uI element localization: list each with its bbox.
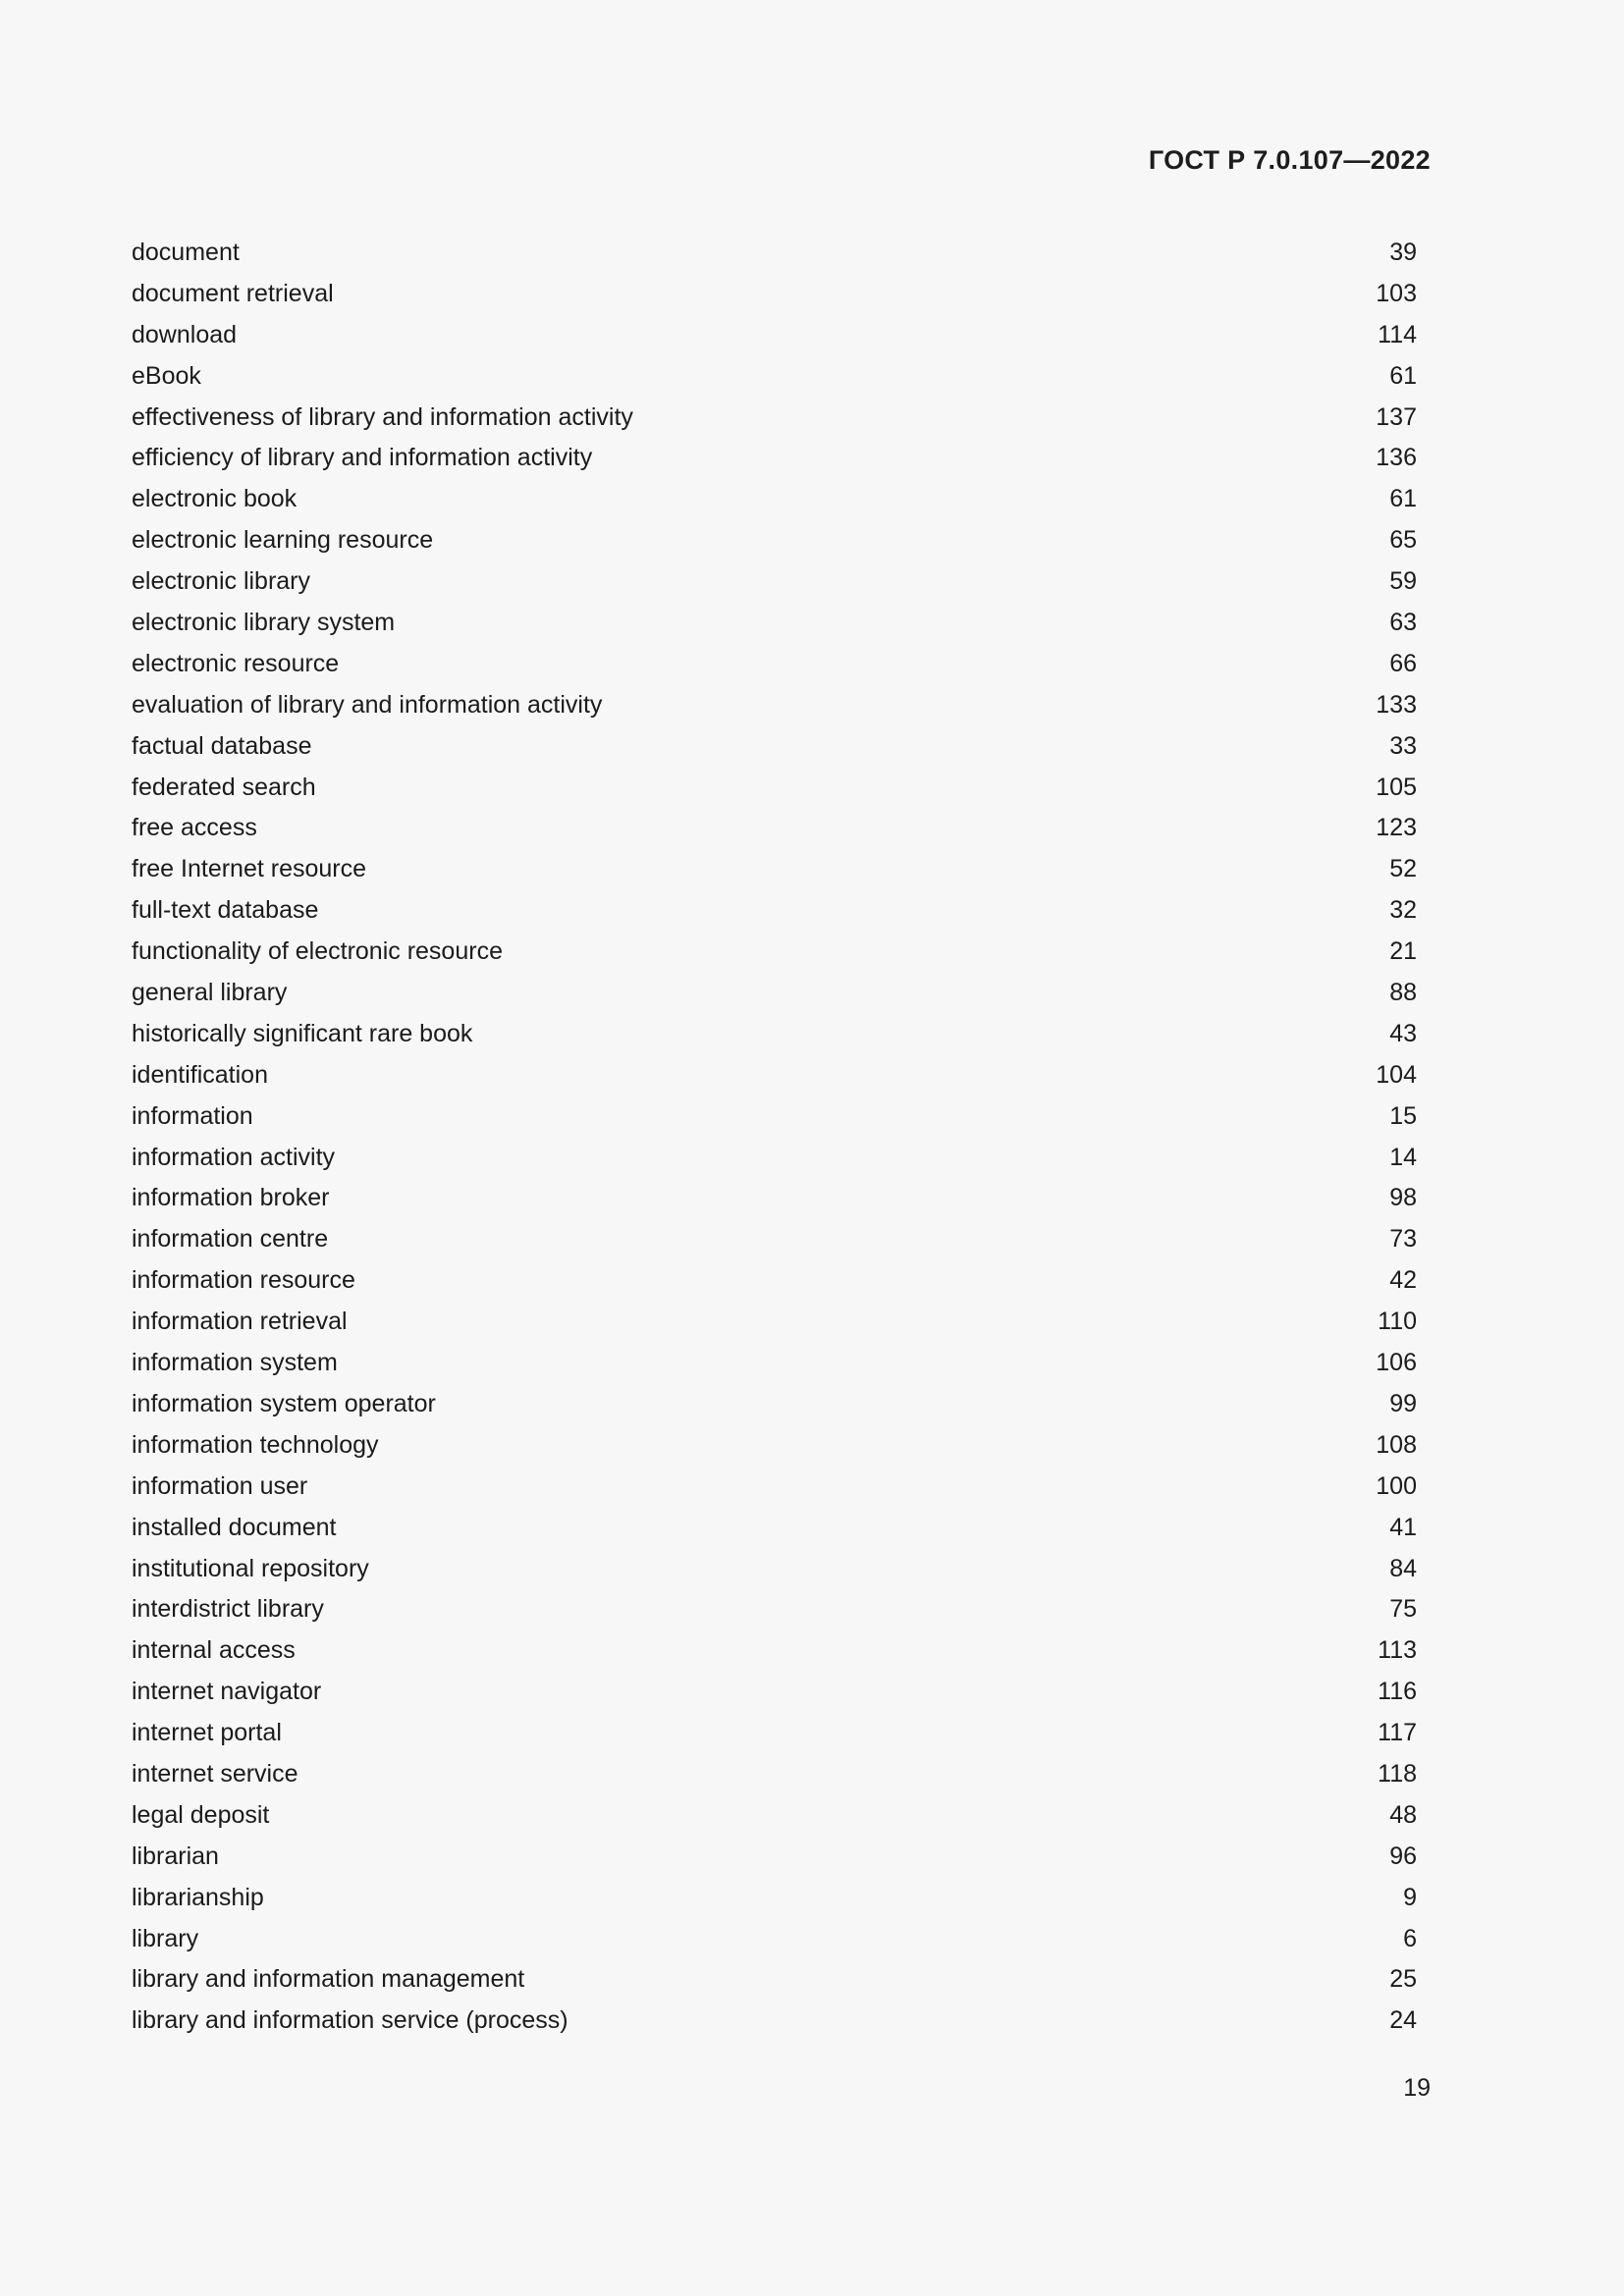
term-number: 99 bbox=[1389, 1389, 1417, 1417]
index-entry bbox=[132, 1428, 1417, 1469]
index-term: document retrieval bbox=[132, 279, 334, 307]
index-term: electronic learning resource bbox=[132, 526, 434, 555]
index-term: internal access bbox=[132, 1636, 296, 1665]
index-term: free Internet resource bbox=[132, 855, 367, 883]
index-term: information centre bbox=[132, 1225, 329, 1254]
index-entry bbox=[132, 1592, 1417, 1633]
index-entry bbox=[132, 359, 1417, 400]
index-entry bbox=[132, 564, 1417, 606]
term-number: 41 bbox=[1389, 1513, 1417, 1541]
term-number: 21 bbox=[1389, 937, 1417, 966]
index-entry bbox=[132, 1716, 1417, 1757]
index-entry bbox=[132, 400, 1417, 442]
index-entry bbox=[132, 1141, 1417, 1182]
index-term: library and information service (process) bbox=[132, 2006, 568, 2035]
term-number: 108 bbox=[1376, 1430, 1417, 1459]
term-number: 116 bbox=[1378, 1678, 1417, 1706]
index-term: efficiency of library and information activity bbox=[132, 444, 593, 472]
index-term: full-text database bbox=[132, 896, 319, 925]
term-number: 84 bbox=[1389, 1554, 1417, 1582]
index-entry bbox=[132, 1387, 1417, 1428]
index-term: identification bbox=[132, 1060, 268, 1089]
index-entry bbox=[132, 1469, 1417, 1511]
index-term: information bbox=[132, 1101, 253, 1130]
term-number: 73 bbox=[1389, 1225, 1417, 1254]
index-term: electronic resource bbox=[132, 649, 340, 677]
page-number: 19 bbox=[1403, 2074, 1431, 2102]
index-term: electronic library bbox=[132, 567, 311, 596]
term-number: 43 bbox=[1389, 1019, 1417, 1047]
term-number: 88 bbox=[1389, 979, 1417, 1007]
index-entry bbox=[132, 1305, 1417, 1346]
term-number: 136 bbox=[1376, 444, 1417, 472]
index-term: internet portal bbox=[132, 1719, 282, 1747]
index-term: interdistrict library bbox=[132, 1595, 324, 1624]
term-number: 14 bbox=[1389, 1143, 1417, 1171]
index-term: information broker bbox=[132, 1184, 330, 1212]
index-term: installed document bbox=[132, 1513, 337, 1541]
index-term: evaluation of library and information activity bbox=[132, 690, 603, 719]
term-number: 52 bbox=[1389, 855, 1417, 883]
index-term: internet navigator bbox=[132, 1678, 322, 1706]
term-number: 113 bbox=[1378, 1636, 1417, 1665]
term-number: 65 bbox=[1389, 526, 1417, 555]
index-entry bbox=[132, 1058, 1417, 1099]
term-number: 105 bbox=[1376, 773, 1417, 801]
term-number: 32 bbox=[1389, 896, 1417, 925]
index-entry bbox=[132, 1263, 1417, 1305]
index-term: legal deposit bbox=[132, 1800, 270, 1829]
index-term: librarian bbox=[132, 1842, 219, 1870]
term-number: 24 bbox=[1389, 2006, 1417, 2035]
index-term: institutional repository bbox=[132, 1554, 369, 1582]
index-entry bbox=[132, 1017, 1417, 1058]
index-term: effectiveness of library and information activity bbox=[132, 402, 633, 431]
index-entry bbox=[132, 1840, 1417, 1881]
index-entry bbox=[132, 482, 1417, 523]
index-entry bbox=[132, 976, 1417, 1017]
term-number: 42 bbox=[1389, 1266, 1417, 1295]
index-entry bbox=[132, 1922, 1417, 1963]
term-number: 133 bbox=[1376, 690, 1417, 719]
term-number: 48 bbox=[1389, 1800, 1417, 1829]
term-number: 106 bbox=[1376, 1349, 1417, 1377]
term-number: 25 bbox=[1389, 1965, 1417, 1994]
term-number: 110 bbox=[1378, 1308, 1417, 1336]
index-term: electronic library system bbox=[132, 609, 396, 637]
index-entry bbox=[132, 647, 1417, 688]
index-term: electronic book bbox=[132, 485, 298, 513]
index-entry bbox=[132, 1552, 1417, 1593]
index-term: document bbox=[132, 239, 240, 266]
index-entry bbox=[132, 771, 1417, 812]
index-entry bbox=[132, 1798, 1417, 1840]
index-term: eBook bbox=[132, 361, 201, 390]
term-number: 123 bbox=[1376, 814, 1417, 842]
term-number: 6 bbox=[1403, 1924, 1417, 1952]
index-term: information system bbox=[132, 1349, 338, 1377]
index-entry bbox=[132, 1881, 1417, 1922]
index-entry bbox=[132, 1962, 1417, 2003]
term-number: 104 bbox=[1376, 1060, 1417, 1089]
term-number: 103 bbox=[1376, 279, 1417, 307]
index-entry bbox=[132, 277, 1417, 318]
term-number: 75 bbox=[1389, 1595, 1417, 1624]
index-entry bbox=[132, 1675, 1417, 1716]
term-number: 61 bbox=[1389, 361, 1417, 390]
index-entry bbox=[132, 523, 1417, 564]
index-entry bbox=[132, 1181, 1417, 1222]
term-number: 98 bbox=[1389, 1184, 1417, 1212]
index-term: information user bbox=[132, 1471, 308, 1500]
term-index-list bbox=[132, 236, 1417, 2045]
term-number: 100 bbox=[1376, 1471, 1417, 1500]
term-number: 33 bbox=[1389, 731, 1417, 760]
index-term: federated search bbox=[132, 773, 316, 801]
term-number: 9 bbox=[1403, 1883, 1417, 1911]
index-entry bbox=[132, 1633, 1417, 1675]
index-entry bbox=[132, 811, 1417, 852]
index-term: free access bbox=[132, 814, 257, 842]
term-number: 15 bbox=[1389, 1101, 1417, 1130]
term-number: 117 bbox=[1378, 1719, 1417, 1747]
index-term: information system operator bbox=[132, 1389, 436, 1417]
index-term: download bbox=[132, 320, 238, 348]
index-term: functionality of electronic resource bbox=[132, 937, 503, 966]
term-number: 61 bbox=[1389, 485, 1417, 513]
index-term: librarianship bbox=[132, 1883, 264, 1911]
index-entry bbox=[132, 1099, 1417, 1141]
index-term: library bbox=[132, 1924, 199, 1952]
index-entry bbox=[132, 236, 1417, 277]
index-term: information retrieval bbox=[132, 1308, 348, 1336]
index-entry bbox=[132, 852, 1417, 893]
index-term: information technology bbox=[132, 1430, 379, 1459]
index-term: information resource bbox=[132, 1266, 355, 1295]
index-entry bbox=[132, 688, 1417, 729]
index-entry bbox=[132, 1222, 1417, 1263]
index-entry bbox=[132, 729, 1417, 771]
index-entry bbox=[132, 441, 1417, 482]
index-entry bbox=[132, 1346, 1417, 1387]
term-number: 137 bbox=[1376, 402, 1417, 431]
term-number: 66 bbox=[1389, 649, 1417, 677]
index-entry bbox=[132, 318, 1417, 359]
index-entry bbox=[132, 2003, 1417, 2045]
index-term: factual database bbox=[132, 731, 312, 760]
index-entry bbox=[132, 893, 1417, 934]
term-number: 39 bbox=[1389, 239, 1417, 266]
index-entry bbox=[132, 606, 1417, 647]
index-term: internet service bbox=[132, 1759, 298, 1788]
index-term: library and information management bbox=[132, 1965, 525, 1994]
term-number: 63 bbox=[1389, 609, 1417, 637]
index-entry bbox=[132, 934, 1417, 976]
index-term: general library bbox=[132, 979, 288, 1007]
index-term: information activity bbox=[132, 1143, 336, 1171]
standard-designation: ГОСТ Р 7.0.107—2022 bbox=[1148, 145, 1431, 175]
index-entry bbox=[132, 1757, 1417, 1798]
index-term: historically significant rare book bbox=[132, 1019, 473, 1047]
term-number: 96 bbox=[1389, 1842, 1417, 1870]
term-number: 118 bbox=[1378, 1759, 1417, 1788]
index-entry bbox=[132, 1511, 1417, 1552]
term-number: 59 bbox=[1389, 567, 1417, 596]
term-number: 114 bbox=[1378, 320, 1417, 348]
